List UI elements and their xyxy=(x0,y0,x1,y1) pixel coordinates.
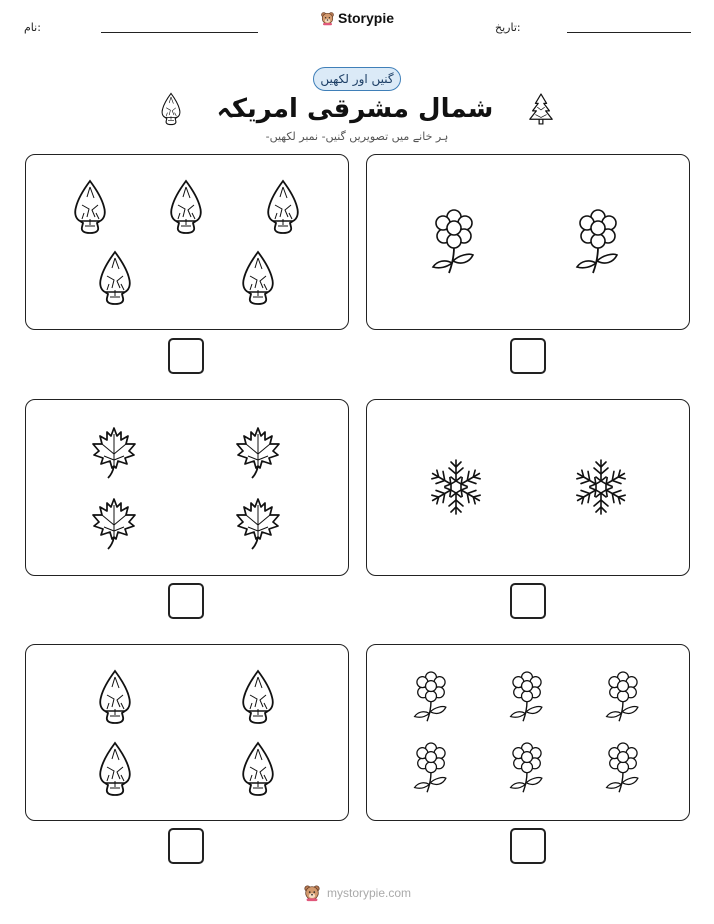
instruction-text: ہر خانے میں تصویریں گنیں- نمبر لکھیں- xyxy=(265,130,449,143)
answer-box-top-right[interactable] xyxy=(510,338,546,374)
flower-icon xyxy=(413,742,449,794)
flower-icon xyxy=(605,742,641,794)
arrowhead-icon xyxy=(95,669,135,725)
arrowhead-icon xyxy=(238,741,278,797)
snowflake-icon xyxy=(426,457,486,517)
answer-box-bottom-right[interactable] xyxy=(510,828,546,864)
flower-icon xyxy=(431,209,477,275)
bear-mascot-icon xyxy=(320,11,335,26)
arrowhead-icon xyxy=(95,250,135,306)
maple-leaf-icon xyxy=(90,497,138,551)
answer-box-middle-left[interactable] xyxy=(168,583,204,619)
logo-text: Storypie xyxy=(337,10,394,26)
arrowhead-icon xyxy=(70,179,110,235)
date-label: تاریخ: xyxy=(495,21,521,34)
count-panel-top-right xyxy=(366,154,690,330)
maple-leaf-icon xyxy=(234,426,282,480)
answer-box-top-left[interactable] xyxy=(168,338,204,374)
arrowhead-icon xyxy=(95,741,135,797)
flower-icon xyxy=(605,671,641,723)
count-panel-bottom-right xyxy=(366,644,690,821)
pine-tree-icon xyxy=(527,92,555,126)
flower-icon xyxy=(575,209,621,275)
flower-icon xyxy=(413,671,449,723)
snowflake-icon xyxy=(571,457,631,517)
arrowhead-icon xyxy=(159,92,183,126)
flower-icon xyxy=(509,742,545,794)
count-panel-top-left xyxy=(25,154,349,330)
count-panel-middle-right xyxy=(366,399,690,576)
page-title: شمال مشرقی امریکہ xyxy=(216,94,494,124)
date-line[interactable] xyxy=(567,32,691,33)
arrowhead-icon xyxy=(238,669,278,725)
answer-box-bottom-left[interactable] xyxy=(168,828,204,864)
count-panel-middle-left xyxy=(25,399,349,576)
maple-leaf-icon xyxy=(234,497,282,551)
flower-icon xyxy=(509,671,545,723)
name-label: نام: xyxy=(24,21,41,34)
activity-badge: گنیں اور لکھیں xyxy=(313,67,401,91)
arrowhead-icon xyxy=(238,250,278,306)
answer-box-middle-right[interactable] xyxy=(510,583,546,619)
maple-leaf-icon xyxy=(90,426,138,480)
footer xyxy=(0,884,714,902)
arrowhead-icon xyxy=(166,179,206,235)
title-row xyxy=(0,92,714,126)
bear-mascot-icon xyxy=(303,884,321,902)
count-panel-bottom-left xyxy=(25,644,349,821)
footer-url[interactable]: mystorypie.com xyxy=(326,886,412,900)
storypie-logo xyxy=(0,10,714,26)
arrowhead-icon xyxy=(263,179,303,235)
name-line[interactable] xyxy=(101,32,258,33)
